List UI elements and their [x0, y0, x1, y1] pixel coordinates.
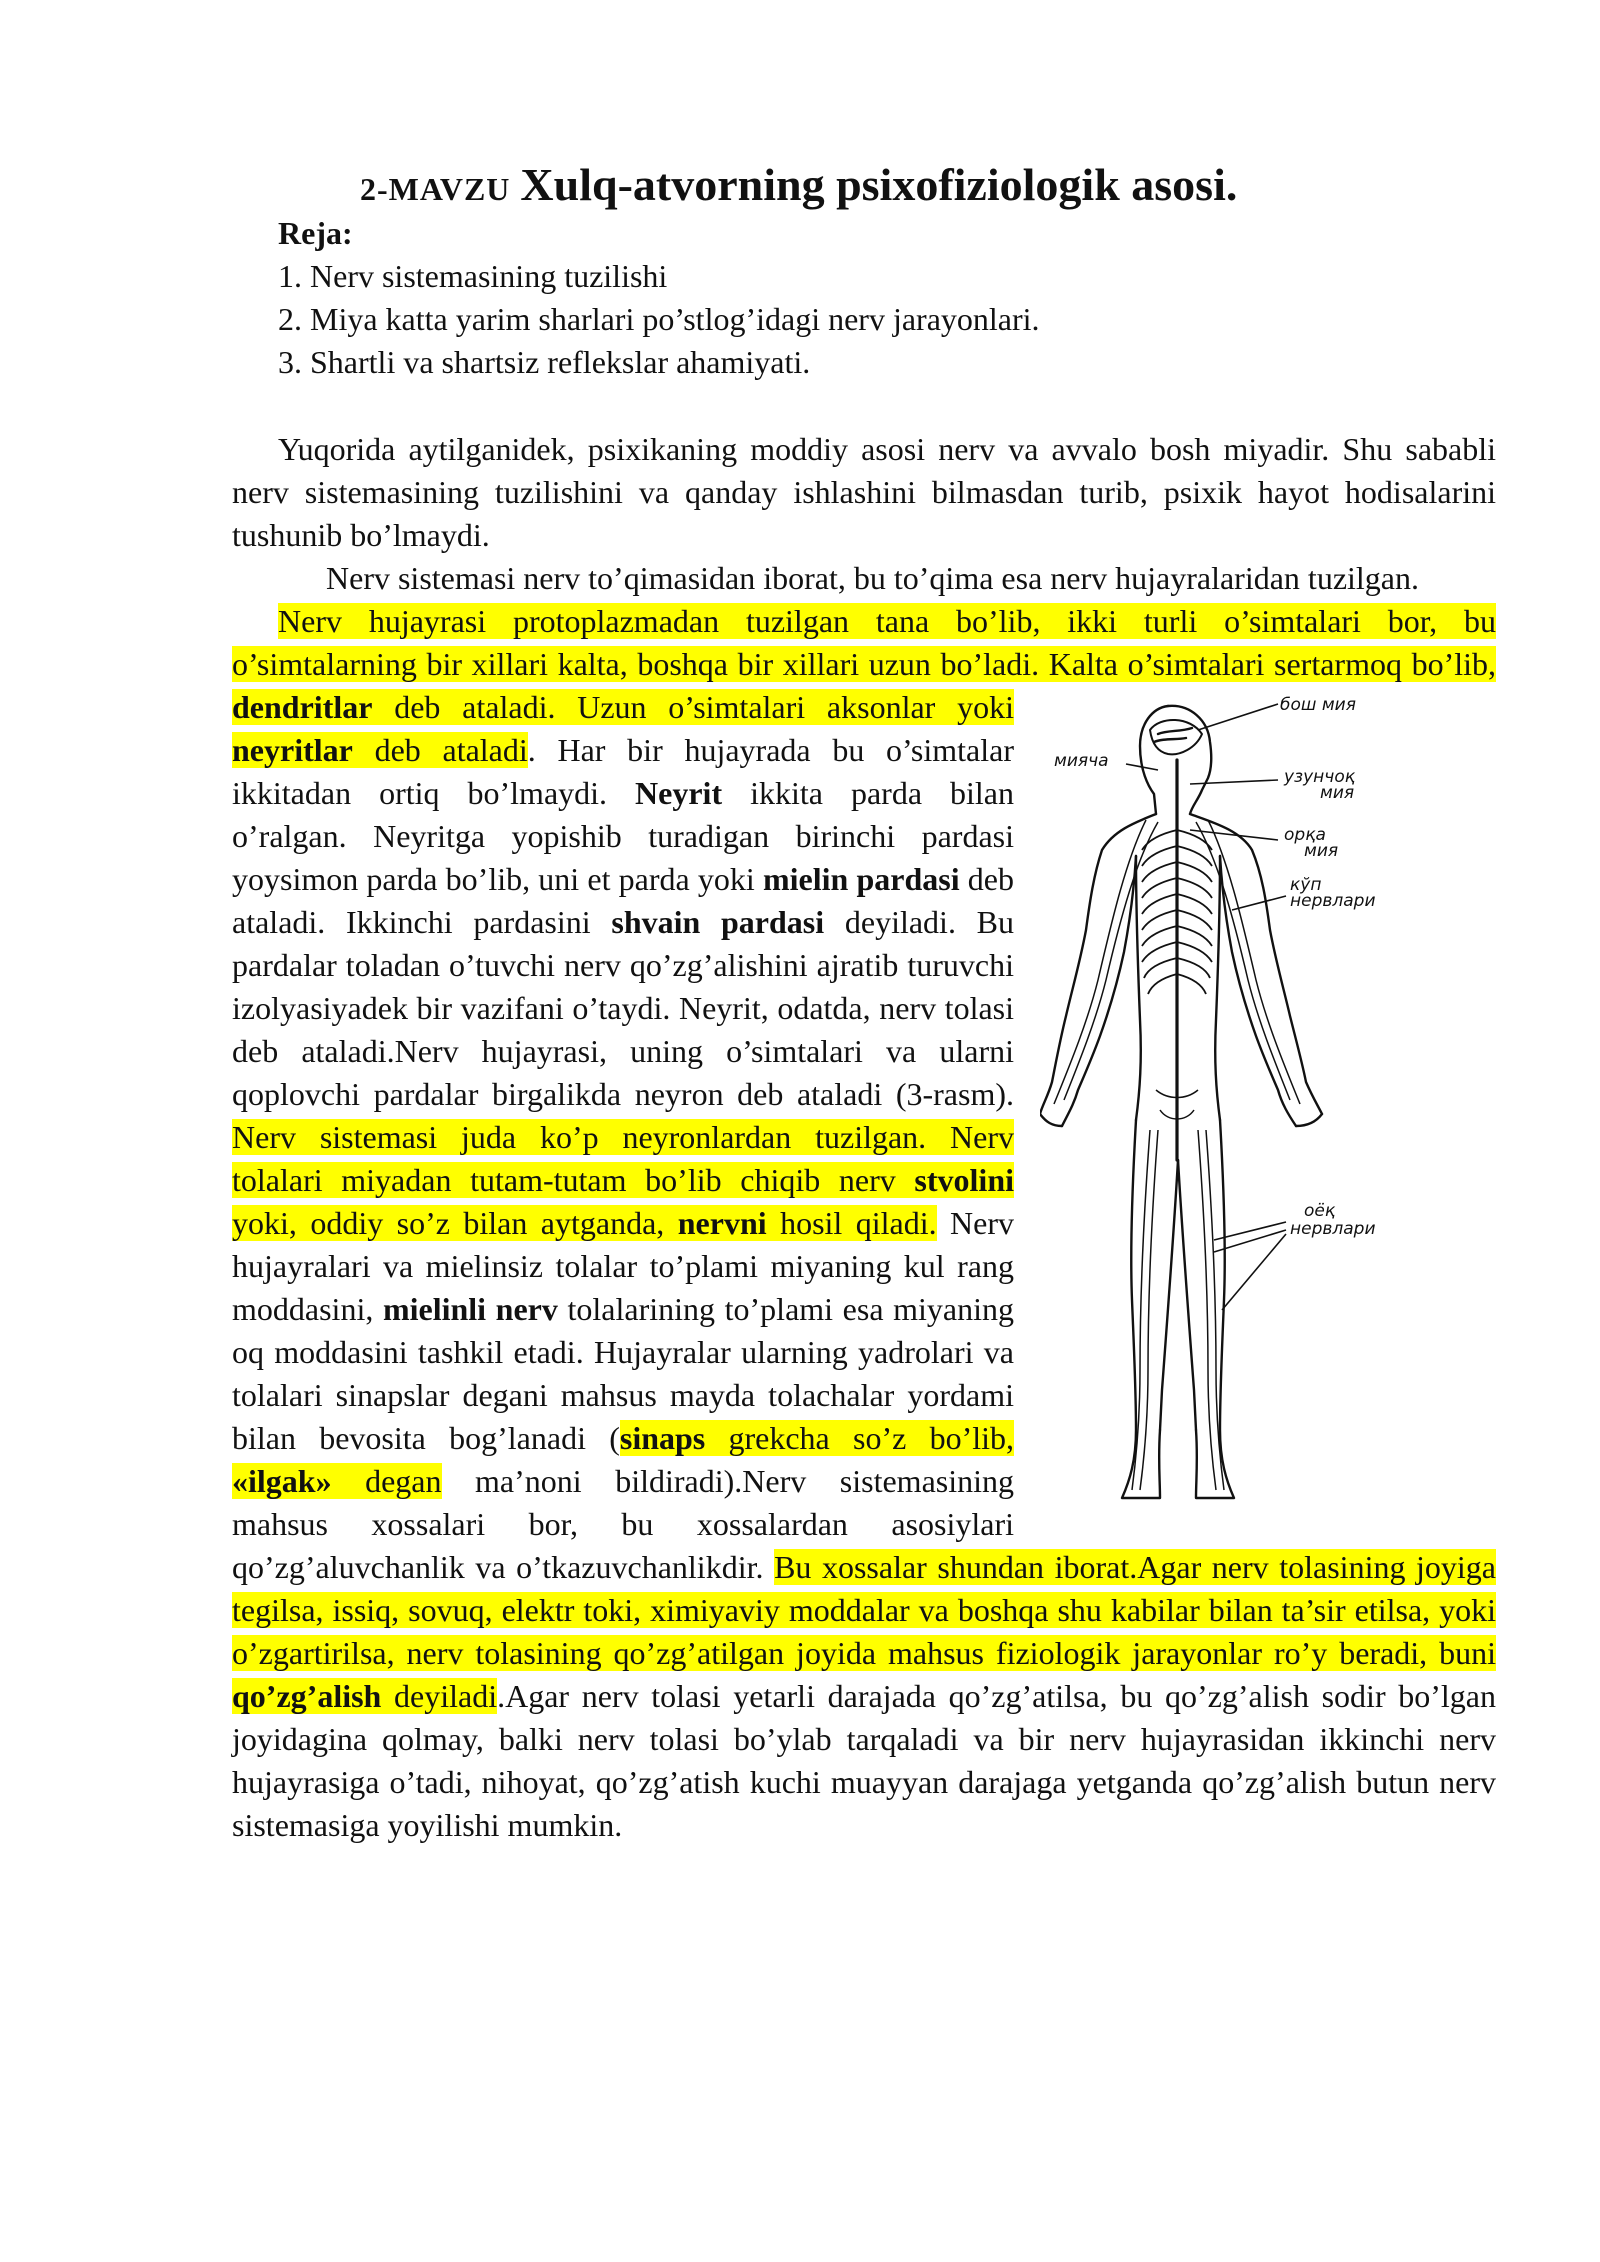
highlight: Nerv sistemasi juda ko’p neyronlardan tuzilgan. Nerv tolalari miyadan tutam-tutam bo’lib chiqib nerv: [232, 1119, 1014, 1198]
highlight: deb ataladi. Uzun o’simtalari aksonlar yoki: [372, 689, 1014, 725]
highlight: [678, 1205, 767, 1241]
highlight: degan: [331, 1463, 442, 1499]
label-orqa-miya: мия: [1304, 841, 1339, 861]
term-neyritlar: neyritlar: [232, 732, 353, 768]
label-uzunchoq: узунчоқ: [1284, 767, 1355, 787]
plan-heading: Reja:: [278, 215, 353, 251]
plan-item: 3. Shartli va shartsiz reflekslar ahamiyati.: [278, 344, 811, 380]
plan-list: [278, 212, 1040, 384]
label-orqa: орқа: [1284, 825, 1326, 845]
body-text: [232, 428, 1496, 1847]
term-dendritlar: dendritlar: [232, 689, 373, 725]
label-oyoq-nervlari: нервлари: [1290, 1219, 1376, 1239]
page-title: [360, 158, 1237, 211]
highlight: hosil qiladi.: [766, 1205, 937, 1241]
plan-item: 2. Miya katta yarim sharlari po’stlog’idagi nerv jarayonlari.: [278, 301, 1040, 337]
highlight: [232, 732, 353, 768]
highlight: Bu xossalar shundan iborat.Agar nerv tolasining joyiga tegilsa, issiq, sovuq, elektr toki, ximiyaviy moddalar va boshqa shu kabilar bilan ta’sir etilsa, yoki o’zgartirilsa, nerv tolasining qo’zg’atilgan joyida mahsus fiziologik jarayonlar ro’y beradi, buni: [232, 1549, 1497, 1671]
term-shvain-pardasi: shvain pardasi: [611, 904, 825, 940]
label-oyoq: оёқ: [1304, 1201, 1336, 1221]
highlight: [620, 1420, 705, 1456]
label-uzunchoq-miya: мия: [1320, 783, 1355, 803]
term-ilgak: «ilgak»: [232, 1463, 332, 1499]
highlight: Nerv hujayrasi protoplazmadan tuzilgan tana bo’lib, ikki turli o’simtalari bor, bu o’simtalarning bir xillari kalta, boshqa bir xillari uzun bo’ladi. Kalta o’simtalari sertarmoq bo’lib,: [232, 603, 1496, 682]
label-kop-nervlari: нервлари: [1290, 891, 1376, 911]
term-nervni: nervni: [677, 1205, 767, 1241]
term-mielin-pardasi: mielin pardasi: [762, 861, 960, 897]
term-qozgalish: qo’zg’alish: [232, 1678, 382, 1714]
highlight: [232, 1463, 332, 1499]
label-kop: кўп: [1290, 875, 1322, 895]
highlight: yoki, oddiy so’z bilan aytganda,: [232, 1205, 678, 1241]
term-mielinli-nerv: mielinli nerv: [382, 1291, 558, 1327]
highlight: [914, 1162, 1014, 1198]
label-miyacha: мияча: [1054, 751, 1109, 771]
paragraph-neuron: Nerv hujayrasi protoplazmadan tuzilgan tana bo’lib, ikki turli o’simtalari bor, bu o’simtalarning bir xillari kalta, boshqa bir xillari uzun bo’ladi. Kalta o’simtalari sertarmoq bo’lib, dendritlar deb ataladi. Uzun o’simtalari aksonlar yoki бош мия мияча узунчоқ мия орқа мия кўп нервлари оёқ нервлари neyritlar deb ataladi. Har bir hujayrada bu o’simtalar ikkitadan ortiq bo’lmaydi. Neyrit ikkita parda bilan o’ralgan. Neyritga yopishib turadigan birinchi pardasi yoysimon parda bo’lib, uni et parda yoki mielin pardasi deb ataladi. Ikkinchi pardasini shvain pardasi deyiladi. Bu pardalar toladan o’tuvchi nerv qo’zg’alishini ajratib turuvchi izolyasiyadek bir vazifani o’taydi. Neyrit, odatda, nerv tolasi deb ataladi.Nerv hujayrasi, uning o’simtalari va ularni qoplovchi pardalar birgalikda neyron deb ataladi (3-rasm). Nerv sistemasi juda ko’p neyronlardan tuzilgan. Nerv tolalari miyadan tutam-tutam bo’lib chiqib nerv stvolini yoki, oddiy so’z bilan aytganda, nervni hosil qiladi. Nerv hujayralari va mielinsiz tolalar to’plami miyaning kul rang moddasini, mielinli nerv tolalarining to’plami esa miyaning oq moddasini tashkil etadi. Hujayralar ularning yadrolari va tolalari sinapslar degani mahsus mayda tolachalar yordami bilan bevosita bog’lanadi (sinaps grekcha so’z bo’lib, «ilgak» degan ma’noni bildiradi).Nerv sistemasining mahsus xossalari bor, bu xossalardan asosiylari qo’zg’aluvchanlik va o’tkazuvchanlikdir. Bu xossalar shundan iborat.Agar nerv tolasining joyiga tegilsa, issiq, sovuq, elektr toki, ximiyaviy moddalar va boshqa shu kabilar bilan ta’sir etilsa, yoki o’zgartirilsa, nerv tolasining qo’zg’atilgan joyida mahsus fiziologik jarayonlar ro’y beradi, buni qo’zg’alish deyiladi.Agar nerv tolasi yetarli darajada qo’zg’atilsa, bu qo’zg’alish sodir bo’lgan joyidagina qolmay, balki nerv tolasi bo’ylab tarqaladi va bir nerv hujayrasidan ikkinchi nerv hujayrasiga o’tadi, nihoyat, qo’zg’atish kuchi muayyan darajaga yetganda qo’zg’alish butun nerv sistemasiga yoyilishi mumkin.: [232, 600, 1496, 1847]
highlight: [232, 1678, 381, 1714]
highlight: deyiladi: [381, 1678, 498, 1714]
topic-number: 2-MAVZU: [360, 171, 511, 207]
nervous-system-figure: [1040, 690, 1510, 1512]
term-sinaps: sinaps: [619, 1420, 706, 1456]
term-neyrit: Neyrit: [635, 775, 723, 811]
paragraph-intro: Yuqorida aytilganidek, psixikaning moddiy asosi nerv va avvalo bosh miyadir. Shu sababli nerv sistemasining tuzilishini va qanday ishlashini bilmasdan turib, psixik hayot hodisalarini tushunib bo’lmaydi.: [232, 431, 1496, 553]
highlight: grekcha so’z bo’lib,: [705, 1420, 1015, 1456]
term-stvolini: stvolini: [914, 1162, 1014, 1198]
label-bosh-miya: бош мия: [1280, 695, 1356, 715]
paragraph-tissue: Nerv sistemasi nerv to’qimasidan iborat, bu to’qima esa nerv hujayralaridan tuzilgan.: [326, 560, 1419, 596]
topic-title: Xulq-atvorning psixofiziologik asosi.: [520, 159, 1238, 210]
highlight: deb ataladi: [352, 732, 528, 768]
plan-item: 1. Nerv sistemasining tuzilishi: [278, 258, 668, 294]
highlight: [232, 689, 372, 725]
